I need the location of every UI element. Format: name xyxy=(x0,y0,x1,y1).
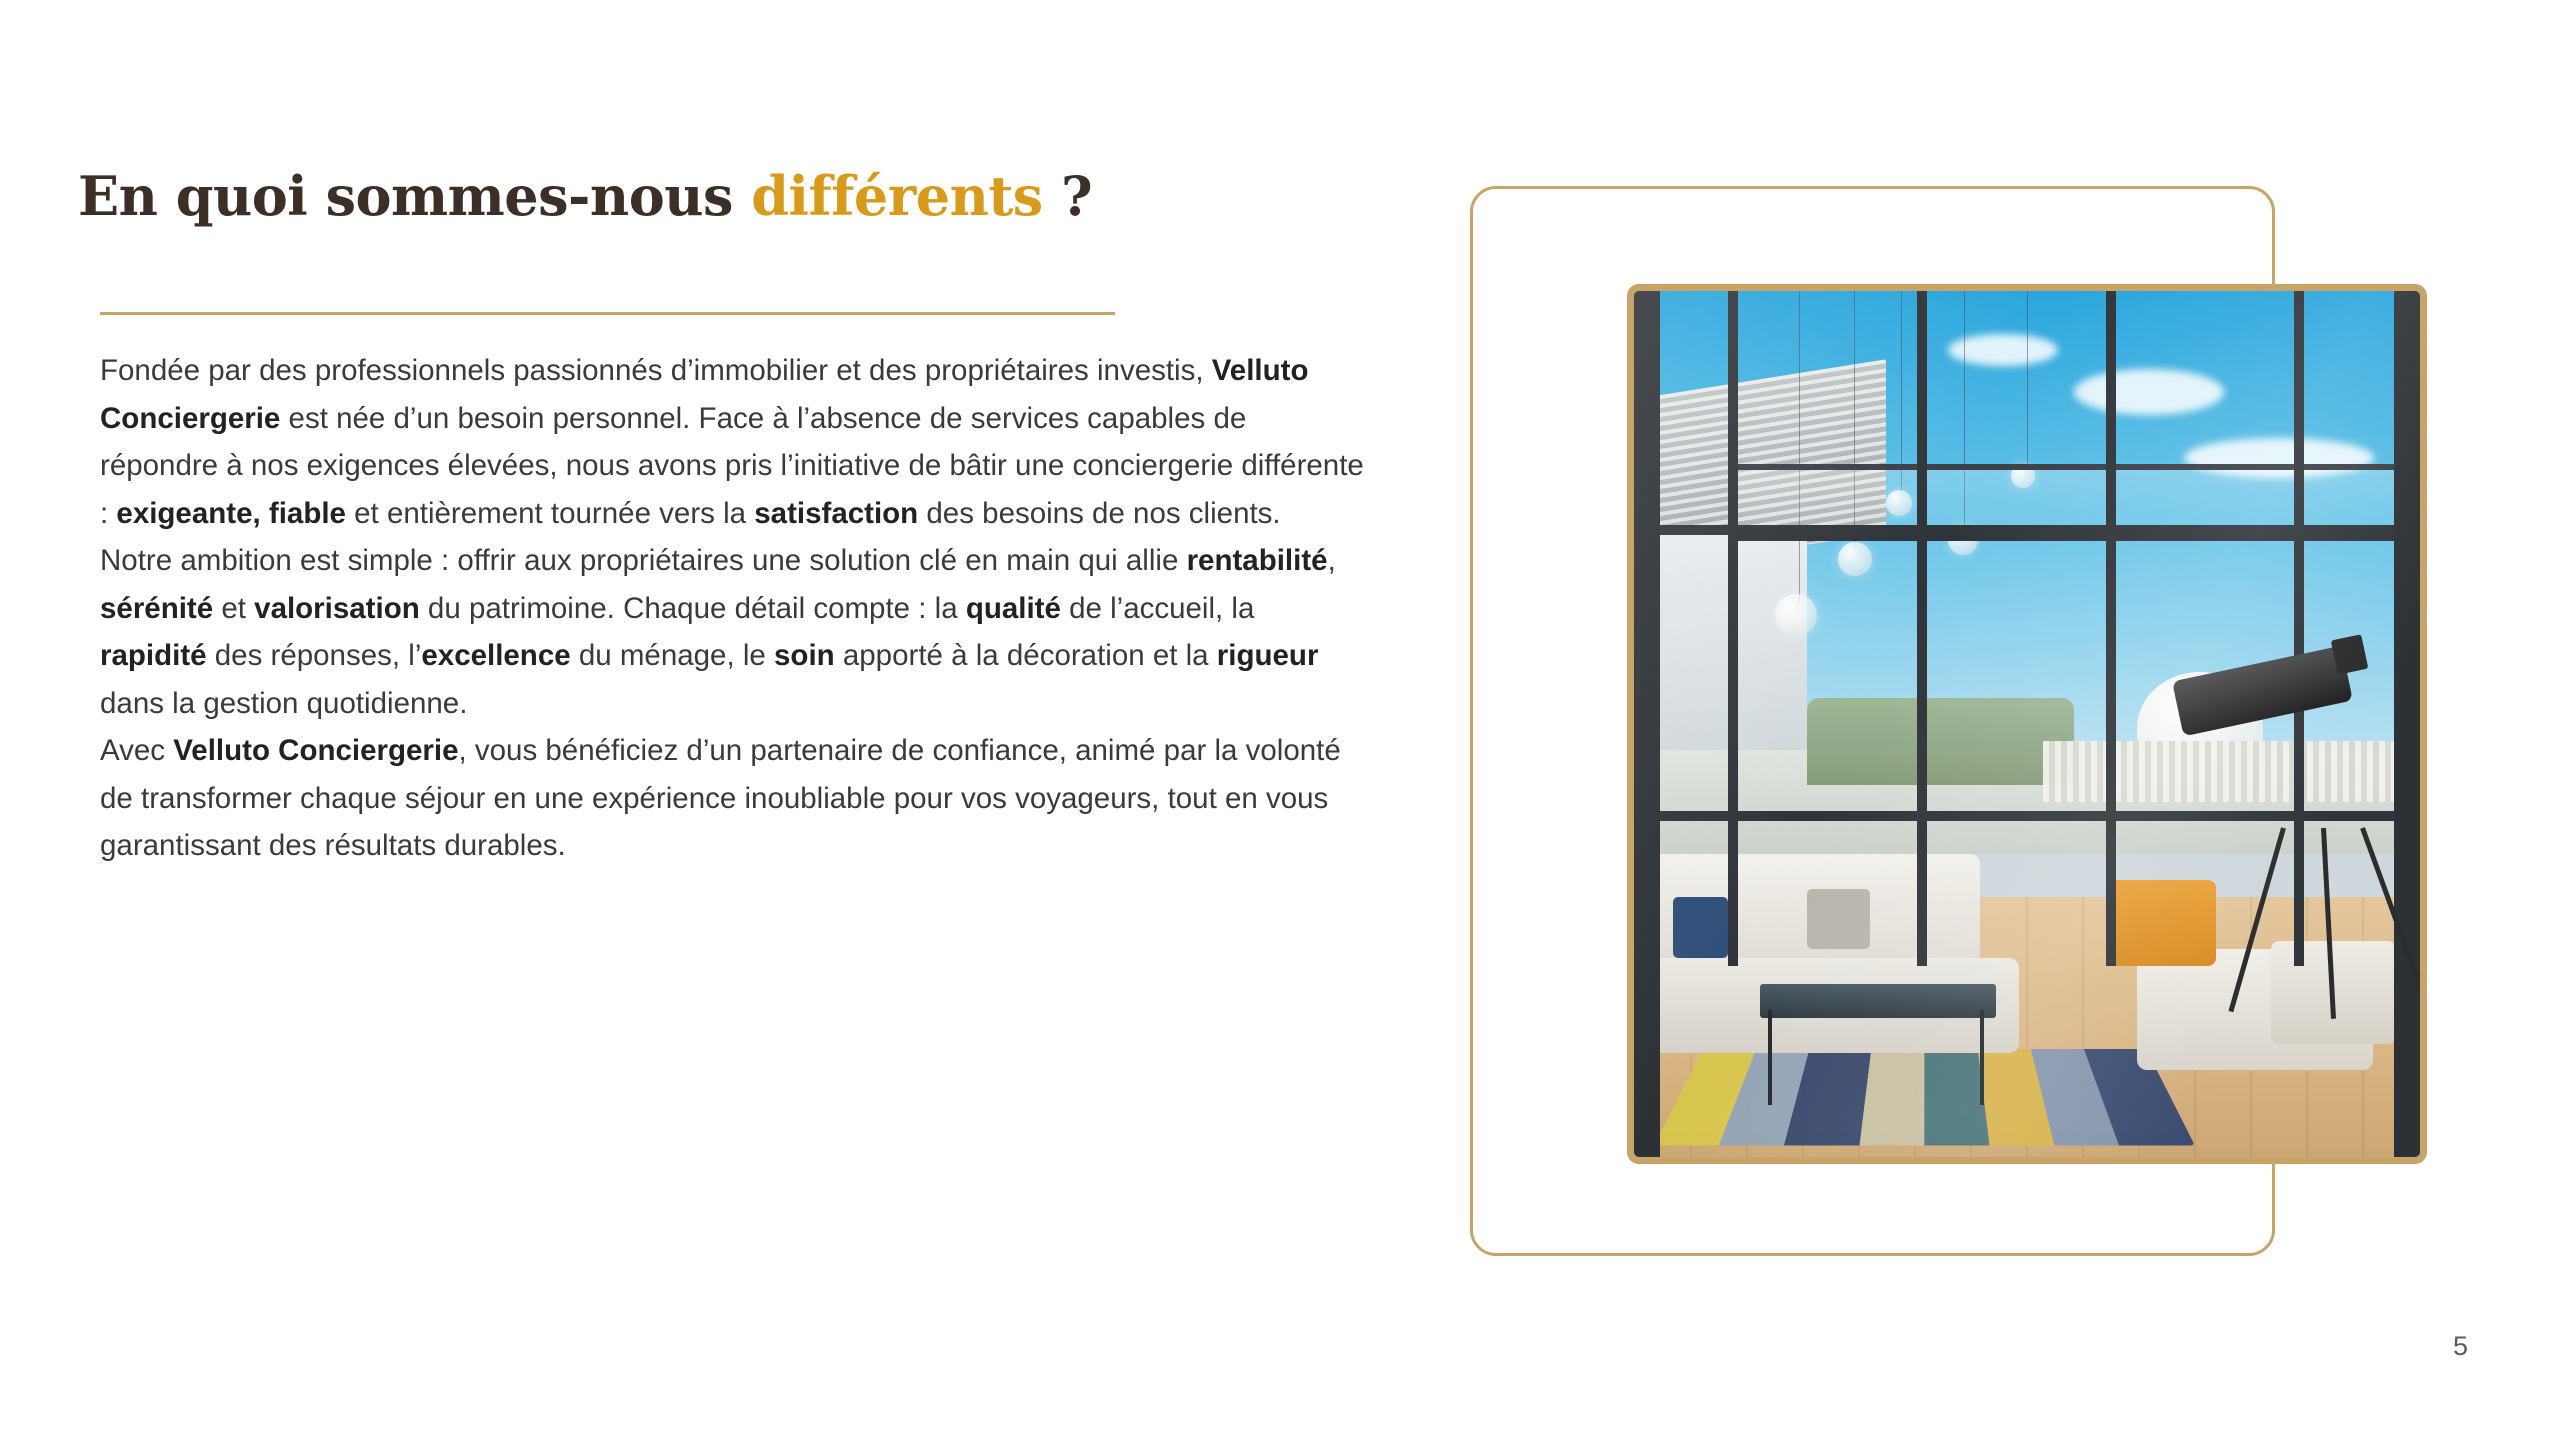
text-run: de l’accueil, la xyxy=(1060,591,1255,625)
photo-frame xyxy=(1627,284,2427,1164)
page-title-after: ? xyxy=(1042,164,1093,229)
emphasis-text: qualité xyxy=(965,591,1061,625)
window-mullion-vertical xyxy=(2294,291,2304,966)
window-mullion-vertical xyxy=(2106,291,2116,966)
emphasis-text: satisfaction xyxy=(754,496,919,530)
window-mullion-vertical xyxy=(1917,291,1927,966)
text-run: est née d’un besoin personnel. Face à l’absence de services capables de répondre à nos exigences élevées, nous avons pris l’initiative de bâtir une conciergerie différente : xyxy=(100,401,1364,530)
window-post-right xyxy=(2394,291,2420,1157)
paragraph-1 xyxy=(100,347,1365,537)
emphasis-text: sérénité xyxy=(100,591,214,625)
emphasis-text: rapidité xyxy=(100,639,207,672)
paragraph-3 xyxy=(100,727,1365,870)
text-run: Fondée par des professionnels passionnés d’immobilier et des propriétaires investis, xyxy=(100,354,1212,387)
emphasis-text: valorisation xyxy=(254,591,420,625)
text-run: Notre ambition est simple : offrir aux propriétaires une solution clé en main qui allie xyxy=(100,544,1187,577)
blue-cushion xyxy=(1673,897,1728,958)
page-title-accent: différents xyxy=(751,164,1043,229)
text-run: des réponses, l’ xyxy=(206,639,422,672)
emphasis-text: rentabilité xyxy=(1186,544,1328,577)
coffee-table-leg xyxy=(1980,1010,1984,1105)
text-run: des besoins de nos clients. xyxy=(918,496,1281,530)
pendant-cord xyxy=(2027,291,2028,473)
page-title-before: En quoi sommes-nous xyxy=(78,164,752,229)
image-area xyxy=(1470,180,2300,1270)
text-run: et entièrement tournée vers la xyxy=(345,496,755,530)
emphasis-text: exigeante, fiable xyxy=(116,496,346,530)
emphasis-text: rigueur xyxy=(1216,639,1319,672)
mezzanine-railing xyxy=(1728,464,2420,531)
emphasis-text: soin xyxy=(774,639,835,672)
grey-cushion xyxy=(1807,889,1870,950)
body-text xyxy=(100,347,1365,870)
emphasis-text: excellence xyxy=(421,639,571,672)
emphasis-text: Velluto Conciergerie xyxy=(100,354,1309,435)
text-run: et xyxy=(213,591,255,625)
coffee-table-leg xyxy=(1768,1010,1772,1105)
hedge xyxy=(1807,698,2074,785)
text-run: dans la gestion quotidienne. xyxy=(100,686,468,720)
colourful-rug xyxy=(1654,1049,2195,1145)
telescope-eyepiece xyxy=(2330,635,2368,675)
text-run: apporté à la décoration et la xyxy=(834,639,1217,672)
window-mullion-vertical xyxy=(1728,291,1738,966)
coffee-table-top xyxy=(1760,984,1996,1019)
orange-cushion xyxy=(2106,880,2216,967)
emphasis-text: Velluto Conciergerie xyxy=(173,734,459,767)
window-post-left xyxy=(1634,291,1660,1157)
living-room-photo xyxy=(1634,291,2420,1157)
text-run: , vous bénéficiez d’un partenaire de confiance, animé par la volonté de transformer chaque séjour en une expérience inoubliable pour vos voyageurs, tout en vous garantissant des résultats durables. xyxy=(100,734,1341,862)
fence xyxy=(2043,741,2420,802)
text-run: du patrimoine. Chaque détail compte : la xyxy=(419,591,966,625)
cloud xyxy=(2074,369,2224,415)
title-divider-rule xyxy=(100,312,1115,315)
text-run: , xyxy=(1327,544,1336,577)
paragraph-2 xyxy=(100,537,1365,727)
pendant-cord xyxy=(1799,291,1800,603)
text-run: du ménage, le xyxy=(570,639,775,672)
page-title xyxy=(78,164,1092,228)
page-number: 5 xyxy=(2452,1331,2468,1361)
text-run: Avec xyxy=(100,734,174,767)
